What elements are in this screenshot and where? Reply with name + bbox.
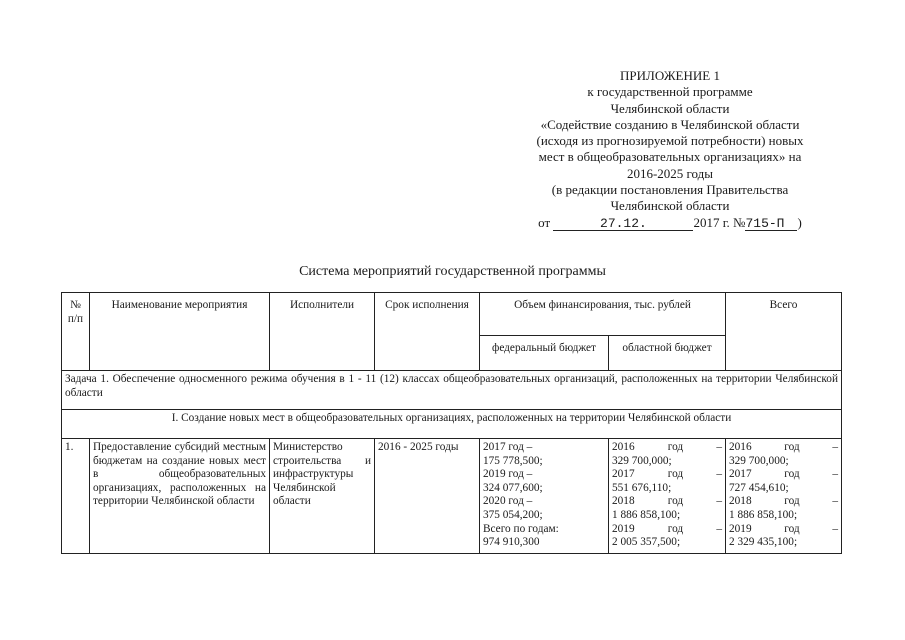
resolution-date: 27.12. bbox=[553, 217, 693, 231]
federal-line: Всего по годам: bbox=[483, 522, 559, 535]
year-word: год bbox=[784, 495, 800, 508]
appendix-line: мест в общеобразовательных организациях» на bbox=[538, 149, 802, 165]
appendix-line: ПРИЛОЖЕНИЕ 1 bbox=[620, 68, 720, 83]
dash: – bbox=[716, 495, 722, 508]
regional-value: 1 886 858,100; bbox=[612, 508, 681, 521]
dash: – bbox=[716, 468, 722, 481]
year-word: год bbox=[784, 468, 800, 481]
federal-line: 2020 год – bbox=[483, 495, 533, 508]
row-term: 2016 - 2025 годы bbox=[375, 439, 480, 554]
row-federal bbox=[480, 439, 609, 554]
year-word: год bbox=[784, 441, 800, 453]
appendix-header bbox=[500, 68, 840, 231]
dash: – bbox=[832, 495, 838, 508]
regional-year-line bbox=[612, 495, 722, 509]
table-row bbox=[62, 439, 842, 554]
appendix-line: (исходя из прогнозируемой потребности) новых bbox=[536, 133, 804, 149]
header-funding: Объем финансирования, тыс. рублей bbox=[480, 293, 726, 336]
appendix-line: Челябинской области bbox=[610, 100, 730, 116]
year-label: 2019 bbox=[729, 522, 752, 535]
regional-year-line bbox=[612, 523, 722, 537]
document-title: Система мероприятий государственной программы bbox=[299, 264, 606, 279]
total-value: 727 454,610; bbox=[729, 481, 789, 494]
appendix-line: к государственной программе bbox=[587, 84, 753, 100]
year-label: 2016 bbox=[612, 441, 635, 453]
row-executors: Министерство строительства и инфраструктуры Челябинской области bbox=[270, 439, 375, 554]
year-word: год bbox=[784, 522, 800, 535]
appendix-line: 2016-2025 годы bbox=[626, 165, 714, 181]
year-label: 2019 bbox=[612, 522, 635, 535]
row-total bbox=[726, 439, 842, 554]
year-word: год bbox=[667, 441, 684, 453]
total-year-line bbox=[729, 468, 838, 482]
regional-year-line bbox=[612, 441, 722, 455]
from-prefix: от bbox=[538, 214, 551, 230]
year-label: 2016 bbox=[729, 441, 752, 453]
federal-line: 375 054,200; bbox=[483, 508, 543, 521]
appendix-line: «Содействие созданию в Челябинской области bbox=[540, 116, 800, 132]
dash: – bbox=[832, 468, 838, 481]
row-name: Предоставление субсидий местным бюджетам на создание новых мест в общеобразовательных организациях, расположенных на территории Челябинской области bbox=[90, 439, 270, 554]
total-year-line bbox=[729, 441, 838, 455]
resolution-number: 715-П bbox=[745, 217, 797, 231]
total-year-line bbox=[729, 495, 838, 509]
regional-value: 551 676,110; bbox=[612, 481, 672, 494]
measures-table bbox=[61, 292, 842, 554]
header-federal: федеральный бюджет bbox=[480, 336, 609, 371]
year-word: год bbox=[667, 522, 684, 535]
appendix-line: (в редакции постановления Правительства bbox=[551, 182, 789, 198]
federal-line: 324 077,600; bbox=[483, 481, 543, 494]
header-executors: Исполнители bbox=[270, 293, 375, 371]
total-value: 329 700,000; bbox=[729, 454, 789, 467]
total-year-line bbox=[729, 523, 838, 537]
task-row: Задача 1. Обеспечение односменного режима обучения в 1 - 11 (12) классах общеобразовательных организаций, расположенных на территории Челябинской области bbox=[62, 371, 842, 410]
federal-line: 974 910,300 bbox=[483, 536, 540, 549]
year-label: 2018 bbox=[612, 495, 635, 508]
closing-paren: ) bbox=[797, 214, 802, 230]
row-regional bbox=[609, 439, 726, 554]
header-term: Срок исполнения bbox=[375, 293, 480, 371]
dash: – bbox=[832, 522, 838, 535]
year-word: год bbox=[667, 495, 684, 508]
year-label: 2018 bbox=[729, 495, 752, 508]
total-value: 2 329 435,100; bbox=[729, 536, 798, 549]
regional-year-line bbox=[612, 468, 722, 482]
header-name: Наименование мероприятия bbox=[90, 293, 270, 371]
federal-line: 2019 год – bbox=[483, 468, 533, 481]
header-num: № п/п bbox=[62, 293, 90, 371]
dash: – bbox=[716, 522, 722, 535]
header-regional: областной бюджет bbox=[609, 336, 726, 371]
year-word: год bbox=[667, 468, 684, 481]
dash: – bbox=[832, 441, 838, 453]
federal-line: 2017 год – bbox=[483, 441, 533, 453]
year-label: 2017 bbox=[729, 468, 752, 481]
regional-value: 329 700,000; bbox=[612, 454, 672, 467]
year-label: 2017 bbox=[612, 468, 635, 481]
header-total: Всего bbox=[726, 293, 842, 371]
regional-value: 2 005 357,500; bbox=[612, 536, 681, 549]
resolution-date-line bbox=[500, 215, 840, 231]
dash: – bbox=[716, 441, 722, 453]
appendix-line: Челябинской области bbox=[610, 198, 730, 214]
row-num: 1. bbox=[62, 439, 90, 554]
total-value: 1 886 858,100; bbox=[729, 508, 798, 521]
resolution-year: 2017 г. № bbox=[693, 214, 746, 230]
federal-line: 175 778,500; bbox=[483, 454, 543, 467]
section-row: I. Создание новых мест в общеобразовательных организациях, расположенных на территории Челябинской области bbox=[62, 410, 842, 439]
